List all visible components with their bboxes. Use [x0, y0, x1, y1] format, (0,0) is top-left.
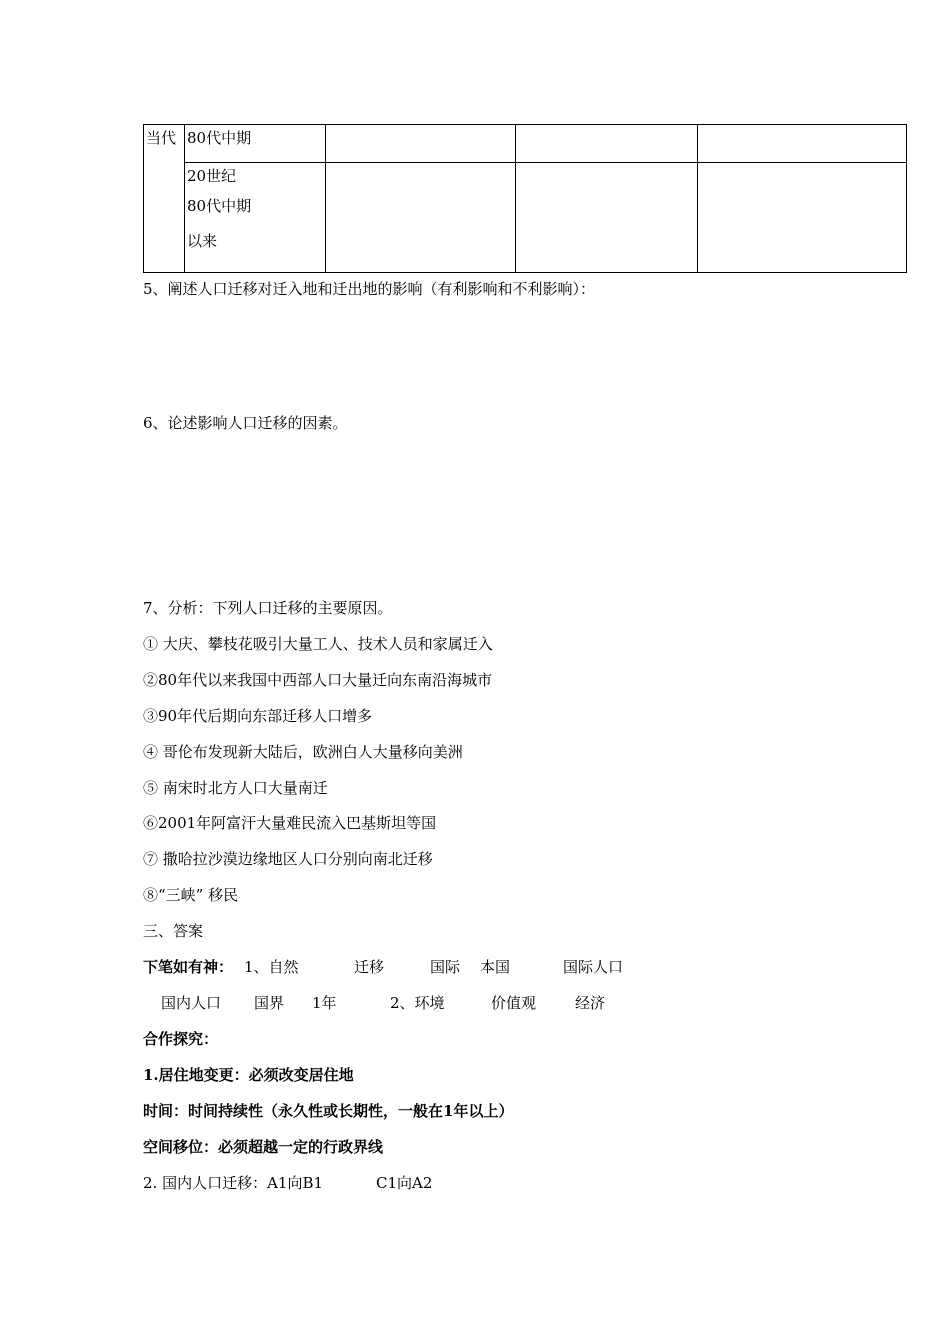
- table-cell: [516, 163, 698, 273]
- table-cell: [698, 163, 907, 273]
- answer-term: 迁移: [354, 958, 385, 976]
- period-label-1: 80代中期: [187, 129, 252, 147]
- period-cell-2: [185, 163, 326, 273]
- answer-term: 国际: [430, 958, 461, 976]
- xiabi-label: 下笔如有神：: [143, 958, 234, 976]
- list-item: ⑥2001年阿富汗大量难民流入巴基斯坦等国: [143, 814, 437, 832]
- answers-heading: 三、答案: [143, 922, 204, 940]
- answer-term: 2、环境: [390, 994, 445, 1012]
- answer-line-2-part2: C1向A2: [376, 1174, 433, 1192]
- list-item: ②80年代以来我国中西部人口大量迁向东南沿海城市: [143, 671, 493, 689]
- hezuo-line: 时间：时间持续性（永久性或长期性，一般在1年以上）: [143, 1102, 514, 1120]
- answer-term: 经济: [575, 994, 606, 1012]
- list-item: ① 大庆、攀枝花吸引大量工人、技术人员和家属迁入: [143, 635, 493, 653]
- question-5: 5、阐述人口迁移对迁入地和迁出地的影响（有利影响和不利影响）：: [143, 280, 596, 298]
- answer-term: 国界: [254, 994, 285, 1012]
- answer-term: 1、自然: [244, 958, 299, 976]
- answer-term: 本国: [480, 958, 511, 976]
- hezuo-line: 空间移位：必须超越一定的行政界线: [143, 1138, 384, 1156]
- answer-term: 价值观: [491, 994, 537, 1012]
- list-item: ③90年代后期向东部迁移人口增多: [143, 707, 373, 725]
- table-cell: [326, 163, 516, 273]
- hezuo-line: 1.居住地变更：必须改变居住地: [143, 1066, 354, 1084]
- era-label: 当代: [146, 129, 177, 147]
- table-cell: [698, 125, 907, 163]
- period-label-2-line3: 以来: [187, 232, 218, 250]
- list-item: ⑧“三峡” 移民: [143, 886, 239, 904]
- list-item: ⑦ 撒哈拉沙漠边缘地区人口分别向南北迁移: [143, 850, 433, 868]
- question-6: 6、论述影响人口迁移的因素。: [143, 414, 348, 432]
- answer-term: 1年: [312, 994, 337, 1012]
- period-label-2-line1: 20世纪: [187, 167, 237, 185]
- period-cell-1: [185, 125, 326, 163]
- period-label-2-line2: 80代中期: [187, 197, 252, 215]
- era-table: [143, 124, 907, 273]
- table-cell: [326, 125, 516, 163]
- list-item: ④ 哥伦布发现新大陆后，欧洲白人大量移向美洲: [143, 743, 463, 761]
- answer-term: 国内人口: [161, 994, 222, 1012]
- era-cell: [144, 125, 185, 273]
- answer-term: 国际人口: [563, 958, 624, 976]
- list-item: ⑤ 南宋时北方人口大量南迁: [143, 779, 328, 797]
- question-7: 7、分析：下列人口迁移的主要原因。: [143, 599, 393, 617]
- answer-line-2: 2. 国内人口迁移：A1向B1: [143, 1174, 324, 1192]
- hezuo-label: 合作探究：: [143, 1030, 219, 1048]
- table-cell: [516, 125, 698, 163]
